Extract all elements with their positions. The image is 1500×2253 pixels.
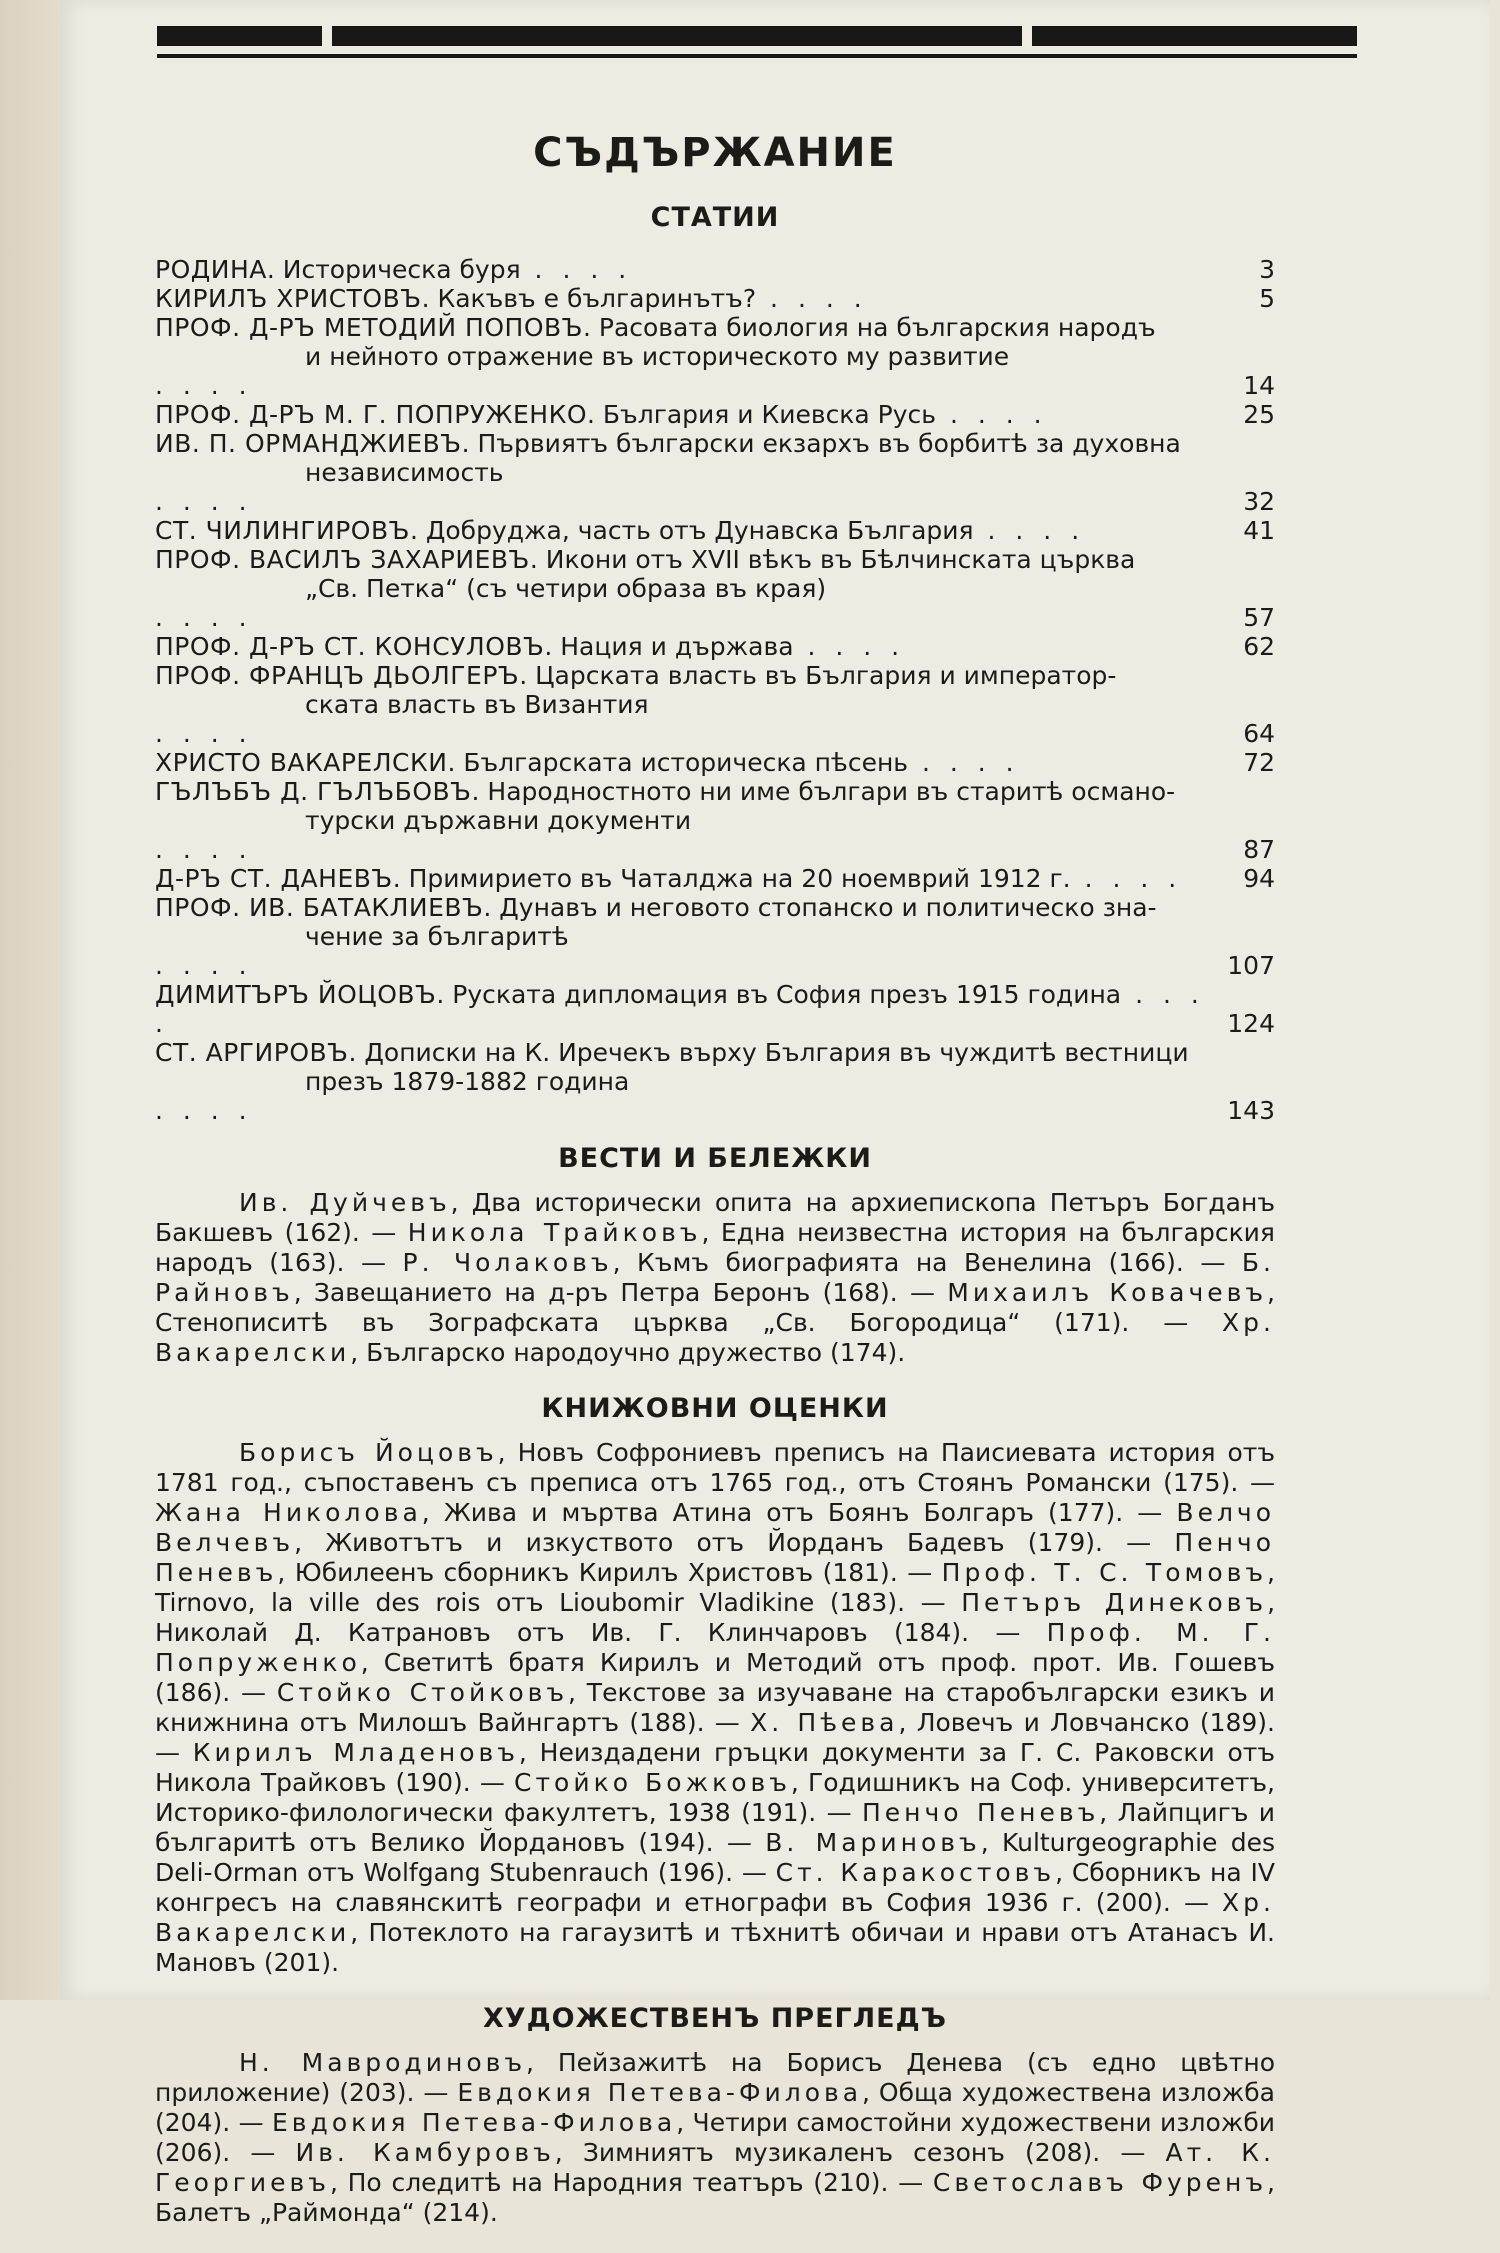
leader-dots: . . . . xyxy=(155,835,253,864)
toc-entry xyxy=(155,400,1275,429)
toc-entry-text: ПРОФ. ИВ. БАТАКЛИЕВЪ. Дунавъ и неговото стопанско и политическо зна- чение за българитѣ . . . . xyxy=(155,893,1205,980)
toc-author: РОДИНА xyxy=(155,255,267,284)
toc-page-number: 143 xyxy=(1227,1096,1275,1125)
entry-text: , Светитѣ братя Кирилъ и Методий отъ проф. прот. Ив. Гошевъ (186). — xyxy=(155,1648,1275,1707)
entry-text: , Животътъ и изкуството отъ Йорданъ Бадевъ (179). — xyxy=(294,1528,1175,1557)
leader-dots: . . . . xyxy=(155,487,253,516)
entry-text: , Kulturgeographie des Deli-Orman отъ Wolfgang Stubenrauch (196). — xyxy=(155,1828,1276,1887)
leader-dots: . . . . xyxy=(520,255,633,284)
leader-dots: . . . . xyxy=(1070,864,1183,893)
toc-title: Първиятъ български екзархъ въ борбитѣ за духовна xyxy=(477,429,1181,458)
entry-text: , Два исторически опита на архиепископа Петъръ Богданъ Бакшевъ (162). — xyxy=(155,1188,1276,1247)
section-heading-reviews: КНИЖОВНИ ОЦЕНКИ xyxy=(541,1393,889,1424)
toc-author: ПРОФ. ИВ. БАТАКЛИЕВЪ xyxy=(155,893,484,922)
toc-entry-text: ИВ. П. ОРМАНДЖИЕВЪ. Първиятъ български екзархъ въ борбитѣ за духовна независимость . . . . xyxy=(155,429,1205,516)
news-paragraph xyxy=(155,1188,1275,1368)
toc-title: Нация и държава xyxy=(560,632,794,661)
reviews-paragraph xyxy=(155,1438,1275,1978)
toc-title: Народностното ни име българи въ старитѣ османо- xyxy=(487,777,1176,806)
entry-text: , Николай Д. Катрановъ отъ Ив. Г. Клинчаровъ (184). — xyxy=(155,1588,1276,1647)
toc-title-continuation: и нейното отражение въ историческото му развитие xyxy=(305,342,1010,371)
toc-title-continuation: независимость xyxy=(305,458,504,487)
toc-entry-text: КИРИЛЪ ХРИСТОВЪ. Какъвъ е българинътъ? . . . . xyxy=(155,284,868,313)
reviewer-name: Проф. Т. С. Томовъ xyxy=(941,1558,1268,1587)
toc-entry xyxy=(155,980,1275,1038)
toc-page-number: 25 xyxy=(1243,400,1275,429)
toc-author: ПРОФ. Д-РЪ СТ. КОНСУЛОВЪ xyxy=(155,632,545,661)
reviewer-name: Н. Мавродиновъ xyxy=(239,2048,527,2077)
toc-page-number: 124 xyxy=(1227,1009,1275,1038)
leader-dots: . . . . xyxy=(908,748,1020,777)
toc-author: КИРИЛЪ ХРИСТОВЪ xyxy=(155,284,422,313)
section-heading-articles: СТАТИИ xyxy=(650,202,780,233)
toc-entry xyxy=(155,255,1275,284)
toc-entry xyxy=(155,516,1275,545)
reviewer-name: Светославъ Фуренъ xyxy=(932,2168,1268,2197)
entry-text: , По следитѣ на Народния театъръ (210). — xyxy=(329,2168,933,2197)
toc-entry xyxy=(155,1038,1275,1125)
toc-entry-text: СТ. ЧИЛИНГИРОВЪ. Добруджа, часть отъ Дунавска България . . . . xyxy=(155,516,1086,545)
toc-entry-text: ПРОФ. ФРАНЦЪ ДЬОЛГЕРЪ. Царската власть въ България и император- ската власть въ Византия . . . . xyxy=(155,661,1205,748)
toc-author: ПРОФ. Д-РЪ МЕТОДИЙ ПОПОВЪ xyxy=(155,313,583,342)
reviewer-name: Хр. Вакарелски xyxy=(155,1888,1275,1947)
leader-dots: . . . . xyxy=(155,951,253,980)
toc-entry xyxy=(155,313,1275,400)
toc-entry-text: ПРОФ. Д-РЪ МЕТОДИЙ ПОПОВЪ. Расовата биология на българския народъ и нейното отражение въ историческото му развитие . . . . xyxy=(155,313,1205,400)
entry-text: , Сборникъ на IV конгресъ на славянскитѣ географи и етнографи въ София 1936 г. (200). — xyxy=(155,1858,1275,1917)
header-ornament-rule xyxy=(157,26,1357,58)
entry-text: , Българско народоучно дружество (174). xyxy=(350,1338,906,1367)
page-left-edge xyxy=(0,0,60,2000)
toc-title: Историческа буря xyxy=(282,255,521,284)
reviewer-name: Проф. М. Г. Попруженко xyxy=(155,1618,1275,1677)
entry-text: , Завещанието на д-ръ Петра Беронъ (168). — xyxy=(293,1278,948,1307)
toc-title-continuation: ската власть въ Византия xyxy=(305,690,649,719)
toc-author: Д-РЪ СТ. ДАНЕВЪ xyxy=(155,864,393,893)
entry-text: , Къмъ биографията на Венелина (166). — xyxy=(612,1248,1242,1277)
reviewer-name: Ив. Дуйчевъ xyxy=(239,1188,451,1217)
entry-text: , Стенописитѣ въ Зографската църква „Св. Богородица“ (171). — xyxy=(155,1278,1275,1337)
toc-entry-text: ДИМИТЪРЪ ЙОЦОВЪ. Руската дипломация въ София презъ 1915 година . . . . xyxy=(155,980,1205,1038)
toc-title-continuation: турски държавни документи xyxy=(305,806,692,835)
toc-author: ДИМИТЪРЪ ЙОЦОВЪ xyxy=(155,980,437,1009)
entry-text: , Потеклото на гагаузитѣ и тѣхнитѣ обичаи и нрави отъ Атанасъ И. Мановъ (201). xyxy=(155,1918,1275,1977)
leader-dots: . . . . xyxy=(793,632,906,661)
reviewer-name: Михаилъ Ковачевъ xyxy=(947,1278,1268,1307)
toc-page-number: 5 xyxy=(1259,284,1275,313)
leader-dots: . . . . xyxy=(155,719,253,748)
toc-entry-text: ХРИСТО ВАКАРЕЛСКИ. Българската историческа пѣсень . . . . xyxy=(155,748,1020,777)
toc-entry-text: ГЪЛЪБЪ Д. ГЪЛЪБОВЪ. Народностното ни име българи въ старитѣ османо- турски държавни документи . . . . xyxy=(155,777,1205,864)
entry-text: , Юбилеенъ сборникъ Кирилъ Христовъ (181). — xyxy=(277,1558,942,1587)
reviewer-name: Жана Николова xyxy=(155,1498,422,1527)
leader-dots: . . . . xyxy=(155,1096,253,1125)
toc-entry xyxy=(155,661,1275,748)
reviewer-name: Велчо Велчевъ xyxy=(155,1498,1275,1557)
leader-dots: . . . . xyxy=(155,603,253,632)
reviewer-name: Пенчо Пеневъ xyxy=(862,1798,1100,1827)
leader-dots: . . . . xyxy=(936,400,1048,429)
entry-text: , Зимниятъ музикаленъ сезонъ (208). — xyxy=(554,2138,1166,2167)
reviewer-name: Хр. Вакарелски xyxy=(155,1308,1275,1367)
section-heading-art: ХУДОЖЕСТВЕНЪ ПРЕГЛЕДЪ xyxy=(482,2003,948,2034)
toc-entry xyxy=(155,284,1275,313)
reviewer-name: Кирилъ Младеновъ xyxy=(192,1738,519,1767)
toc-author: ХРИСТО ВАКАРЕЛСКИ xyxy=(155,748,448,777)
entry-text: , Четири самостойни художествени изложби (206). — xyxy=(155,2108,1275,2167)
toc-author: ПРОФ. ВАСИЛЪ ЗАХАРИЕВЪ xyxy=(155,545,530,574)
entry-text: , Пейзажитѣ на Борисъ Денева (съ едно цвѣтно приложение) (203). — xyxy=(155,2048,1275,2107)
toc-author: ПРОФ. ФРАНЦЪ ДЬОЛГЕРЪ xyxy=(155,661,520,690)
toc-page-number: 3 xyxy=(1259,255,1275,284)
toc-entry xyxy=(155,893,1275,980)
reviewer-name: В. Мариновъ xyxy=(765,1828,981,1857)
reviewer-name: Евдокия Петева-Филова xyxy=(272,2108,677,2137)
toc-title: Българската историческа пѣсень xyxy=(463,748,909,777)
table-of-contents xyxy=(155,255,1275,1125)
reviewer-name: Б. Райновъ xyxy=(155,1248,1275,1307)
toc-page-number: 57 xyxy=(1243,603,1275,632)
entry-text: , Балетъ „Раймонда“ (214). xyxy=(155,2168,1275,2227)
toc-title: Дописки на К. Иречекъ върху България въ чуждитѣ вестници xyxy=(364,1038,1189,1067)
toc-page-number: 41 xyxy=(1243,516,1275,545)
entry-text: , Ловечъ и Ловчанско (189). — xyxy=(155,1708,1275,1767)
toc-entry xyxy=(155,545,1275,632)
leader-dots: . . . . xyxy=(155,980,1205,1038)
toc-title: Царската власть въ България и император- xyxy=(535,661,1117,690)
toc-entry xyxy=(155,777,1275,864)
entry-text: , Неиздадени гръцки документи за Г. С. Раковски отъ Никола Трайковъ (190). — xyxy=(155,1738,1276,1797)
toc-title: България и Киевска Русь xyxy=(602,400,937,429)
toc-entry-text: Д-РЪ СТ. ДАНЕВЪ. Примирието въ Чаталджа на 20 ноемврий 1912 г. . . . . xyxy=(155,864,1183,893)
toc-entry xyxy=(155,429,1275,516)
contents xyxy=(155,120,1275,2253)
entry-text: , Една неизвестна история на българския народъ (163). — xyxy=(155,1218,1275,1277)
toc-page-number: 87 xyxy=(1243,835,1275,864)
toc-title: Добруджа, часть отъ Дунавска България xyxy=(425,516,974,545)
toc-entry-text: ПРОФ. Д-РЪ М. Г. ПОПРУЖЕНКО. България и Киевска Русь . . . . xyxy=(155,400,1048,429)
toc-title: Расовата биология на българския народъ xyxy=(598,313,1156,342)
entry-text: , Лайпцигъ и българитѣ отъ Велико Йордановъ (194). — xyxy=(155,1798,1275,1857)
entry-text: , Жива и мъртва Атина отъ Боянъ Болгаръ (177). — xyxy=(421,1498,1177,1527)
entry-text: , Tirnovo, la ville des rois отъ Lioubomir Vladikine (183). — xyxy=(155,1558,1275,1617)
toc-title: Примирието въ Чаталджа на 20 ноемврий 1912 г. xyxy=(408,864,1071,893)
toc-entry-text: СТ. АРГИРОВЪ. Дописки на К. Иречекъ върху България въ чуждитѣ вестници презъ 1879-1882 година . . . . xyxy=(155,1038,1205,1125)
toc-entry-text: ПРОФ. Д-РЪ СТ. КОНСУЛОВЪ. Нация и държава . . . . xyxy=(155,632,906,661)
toc-author: ГЪЛЪБЪ Д. ГЪЛЪБОВЪ xyxy=(155,777,472,806)
toc-page-number: 72 xyxy=(1243,748,1275,777)
toc-title-continuation: „Св. Петка“ (съ четири образа въ края) xyxy=(305,574,827,603)
section-heading-news: ВЕСТИ И БЕЛЕЖКИ xyxy=(558,1143,872,1174)
entry-text: , Годишникъ на Соф. университетъ, Историко-филологически факултетъ, 1938 (191). — xyxy=(155,1768,1275,1827)
toc-author: СТ. АРГИРОВЪ xyxy=(155,1038,349,1067)
toc-title: Дунавъ и неговото стопанско и политическо зна- xyxy=(499,893,1157,922)
reviewer-name: Х. Пѣева xyxy=(750,1708,899,1737)
reviewer-name: Никола Трайковъ xyxy=(407,1218,702,1247)
art-paragraph xyxy=(155,2048,1275,2228)
leader-dots: . . . . xyxy=(155,371,253,400)
toc-entry xyxy=(155,632,1275,661)
toc-page-number: 32 xyxy=(1243,487,1275,516)
leader-dots: . . . . xyxy=(756,284,868,313)
entry-text: , Новъ Софрониевъ преписъ на Паисиевата история отъ 1781 год., съпоставенъ съ преписа отъ 1765 год., отъ Стоянъ Романски (175). — xyxy=(155,1438,1276,1497)
reviewer-name: Ат. К. Георгиевъ xyxy=(155,2138,1275,2197)
toc-page-number: 62 xyxy=(1243,632,1275,661)
toc-page-number: 107 xyxy=(1227,951,1275,980)
toc-title: Руската дипломация въ София презъ 1915 година xyxy=(452,980,1122,1009)
reviewer-name: Борисъ Йоцовъ xyxy=(239,1438,498,1467)
toc-entry-text: ПРОФ. ВАСИЛЪ ЗАХАРИЕВЪ. Икони отъ XVII вѣкъ въ Бѣлчинската църква „Св. Петка“ (съ четири образа въ края) . . . . xyxy=(155,545,1205,632)
toc-entry-text: РОДИНА. Историческа буря . . . . xyxy=(155,255,633,284)
reviewer-name: Ив. Камбуровъ xyxy=(295,2138,555,2167)
reviewer-name: Стойко Стойковъ xyxy=(276,1678,569,1707)
reviewer-name: Евдокия Петева-Филова xyxy=(457,2078,863,2107)
reviewer-name: Р. Чолаковъ xyxy=(402,1248,613,1277)
toc-entry xyxy=(155,864,1275,893)
reviewer-name: Ст. Каракостовъ xyxy=(775,1858,1056,1887)
toc-page-number: 94 xyxy=(1243,864,1275,893)
entry-text: , Текстове за изучаване на старобългарски езикъ и книжнина отъ Милошъ Вайнгартъ (188). — xyxy=(155,1678,1275,1737)
toc-entry xyxy=(155,748,1275,777)
toc-page-number: 14 xyxy=(1243,371,1275,400)
toc-page-number: 64 xyxy=(1243,719,1275,748)
toc-title-continuation: чение за българитѣ xyxy=(305,922,569,951)
leader-dots: . . . . xyxy=(973,516,1086,545)
page-title: СЪДЪРЖАНИЕ xyxy=(533,130,897,176)
entry-text: , Обща художествена изложба (204). — xyxy=(155,2078,1275,2137)
reviewer-name: Пенчо Пеневъ xyxy=(155,1528,1275,1587)
toc-title-continuation: презъ 1879-1882 година xyxy=(305,1067,630,1096)
reviewer-name: Петъръ Динековъ xyxy=(961,1588,1268,1617)
reviewer-name: Стойко Божковъ xyxy=(514,1768,791,1797)
toc-title: Какъвъ е българинътъ? xyxy=(437,284,757,313)
toc-author: СТ. ЧИЛИНГИРОВЪ xyxy=(155,516,410,545)
toc-author: ПРОФ. Д-РЪ М. Г. ПОПРУЖЕНКО xyxy=(155,400,587,429)
toc-title: Икони отъ XVII вѣкъ въ Бѣлчинската църква xyxy=(545,545,1136,574)
toc-author: ИВ. П. ОРМАНДЖИЕВЪ xyxy=(155,429,462,458)
